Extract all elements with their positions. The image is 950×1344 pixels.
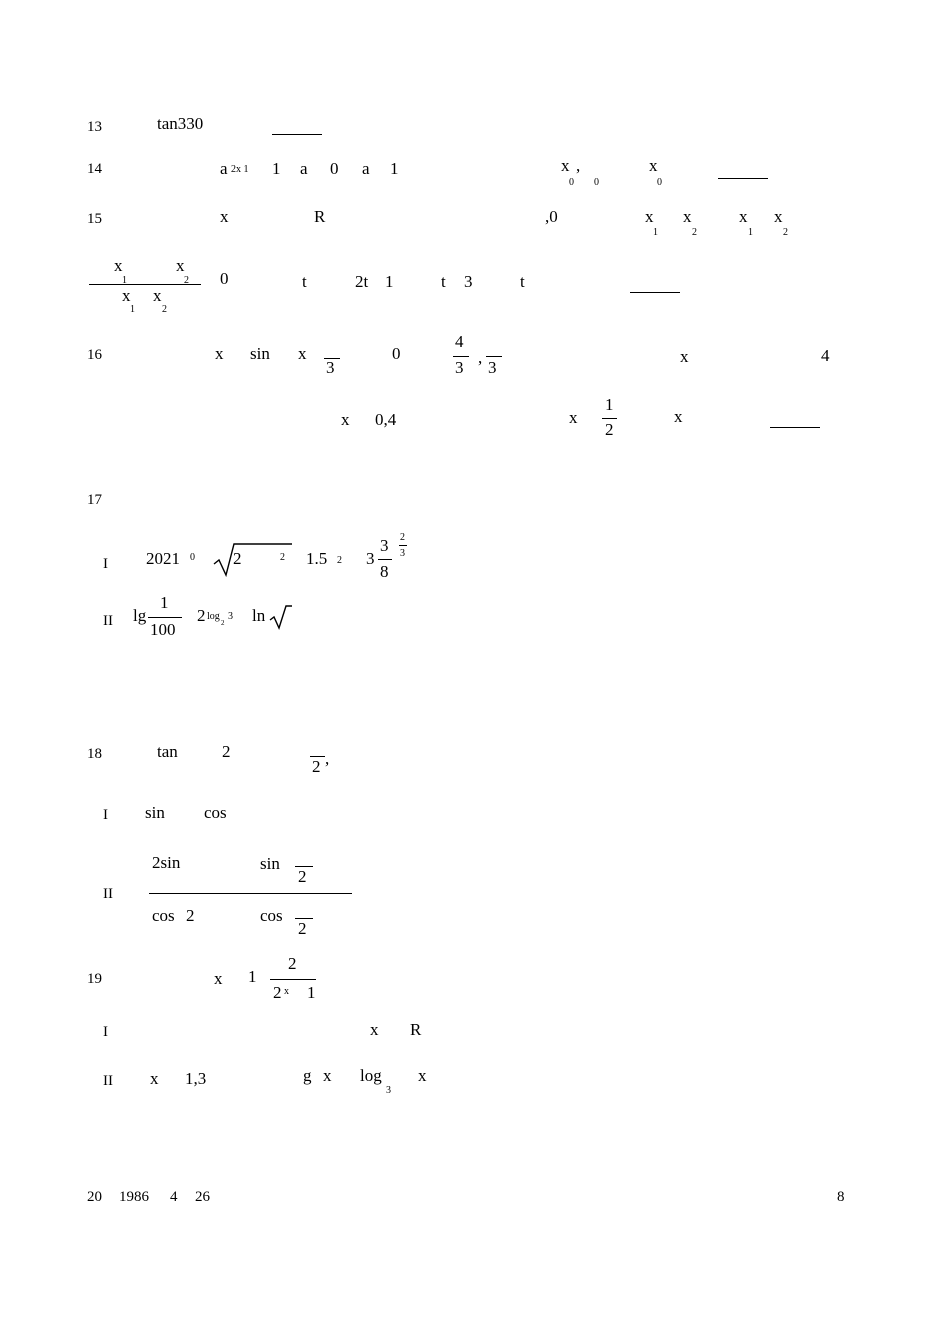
q19-part-II-label: II (103, 1073, 113, 1089)
q15-one: 1 (385, 272, 394, 291)
q19-part-I-label: I (103, 1024, 108, 1040)
q19-x: x (214, 969, 223, 988)
q15-den-s1: 1 (130, 304, 135, 315)
q16-d3: 3 (326, 358, 335, 377)
q18-comma: , (325, 749, 330, 768)
q14-sub0b: 0 (594, 177, 599, 188)
q17-d8: 8 (380, 562, 389, 581)
q16-n4: 4 (455, 332, 464, 351)
q14-answer-blank (718, 178, 768, 179)
q18-sin: sin (145, 803, 165, 822)
question-16-number: 16 (87, 347, 102, 363)
q19-p2-x3: x (418, 1066, 427, 1085)
q20-month: 4 (170, 1189, 178, 1205)
q15-zero: 0 (220, 269, 229, 288)
q15-answer-blank (630, 292, 680, 293)
q14-x0: x (561, 156, 570, 175)
q14-a3: a (362, 159, 370, 178)
q15-x: x (220, 207, 229, 226)
q17-frac-bar (378, 559, 392, 560)
q19-p2-x: x (150, 1069, 159, 1088)
question-20-number: 20 (87, 1189, 102, 1205)
q15-den-x1: x (122, 286, 131, 305)
q17-ln: ln (252, 606, 266, 625)
q18-den-2: 2 (186, 906, 195, 925)
question-19-number: 19 (87, 971, 102, 987)
q15-t1: t (302, 272, 307, 291)
q14-exponent: 2x 1 (231, 164, 249, 175)
q17-year: 2021 (146, 549, 180, 568)
q18-tan: tan (157, 742, 178, 761)
q16-x6: x (674, 407, 683, 426)
q15-t4: t (520, 272, 525, 291)
q19-p2-sub3: 3 (386, 1085, 391, 1096)
q16-half-bar (602, 418, 617, 419)
question-14-number: 14 (87, 161, 102, 177)
q16-x: x (215, 344, 224, 363)
q17-exp-n: 2 (400, 532, 405, 543)
q15-frac-x1: x (114, 256, 123, 275)
q15-frac-x2: x (176, 256, 185, 275)
q19-n2: 2 (288, 954, 297, 973)
q17-log-3: 3 (228, 611, 233, 622)
q19-p1-R: R (410, 1020, 422, 1039)
q14-one2: 1 (390, 159, 399, 178)
q15-interval: ,0 (545, 207, 558, 226)
q18-den-cos: cos (152, 906, 175, 925)
q15-2t: 2t (355, 272, 369, 291)
q16-x5: x (569, 408, 578, 427)
q15-den-x2: x (153, 286, 162, 305)
q20-points: 8 (837, 1189, 845, 1205)
q13-expression: tan330 (157, 114, 204, 133)
q17-exp-d: 3 (400, 548, 405, 559)
q14-one: 1 (272, 159, 281, 178)
q18-den-cos2: cos (260, 906, 283, 925)
q15-three: 3 (464, 272, 473, 291)
q19-dx: x (284, 986, 289, 997)
q15-t3: t (441, 272, 446, 291)
q15-frac-s2: 2 (184, 275, 189, 286)
q17-n3: 3 (380, 536, 389, 555)
q14-base-a: a (220, 159, 228, 178)
q18-den-d2: 2 (298, 919, 307, 938)
q18-part-I-label: I (103, 807, 108, 823)
q17-sup2: 2 (280, 552, 285, 563)
q19-p1-x: x (370, 1020, 379, 1039)
q17-d100: 100 (150, 620, 176, 639)
q17-frac-bar2 (148, 617, 182, 618)
q15-x1a: x (645, 207, 654, 226)
q17-sup0: 0 (190, 552, 195, 563)
q18-num-d2: 2 (298, 867, 307, 886)
q16-d3b: 3 (455, 358, 464, 377)
q17-v15: 1.5 (306, 549, 328, 568)
q16-frac-bar-c (486, 356, 502, 357)
q14-x0b: x (649, 156, 658, 175)
q15-fraction-bar (89, 284, 201, 285)
q15-x1b: x (739, 207, 748, 226)
q16-comma: , (478, 348, 483, 367)
q17-rad-2: 2 (233, 549, 242, 568)
q19-one: 1 (248, 967, 257, 986)
q14-sub0a: 0 (569, 177, 574, 188)
q18-part-II-label: II (103, 886, 113, 902)
q14-comma: , (576, 156, 581, 175)
q16-half-n: 1 (605, 395, 614, 414)
q18-num-sin: sin (260, 854, 280, 873)
q17-log: log (207, 611, 220, 622)
q17-n1: 1 (160, 593, 169, 612)
q20-day: 26 (195, 1189, 210, 1205)
q20-year: 1986 (119, 1189, 149, 1205)
q15-s2a: 2 (692, 227, 697, 238)
q17-part-II-label: II (103, 613, 113, 629)
q14-zero: 0 (330, 159, 339, 178)
q14-a2: a (300, 159, 308, 178)
q15-x2a: x (683, 207, 692, 226)
q18-num-2sin: 2sin (152, 853, 181, 872)
q19-p2-g: g (303, 1066, 312, 1085)
q16-four: 4 (821, 346, 830, 365)
q17-sub2: 2 (337, 555, 342, 566)
q18-d2: 2 (312, 757, 321, 776)
q14-sub0c: 0 (657, 177, 662, 188)
q17-lg: lg (133, 606, 147, 625)
q19-p2-range: 1,3 (185, 1069, 207, 1088)
q18-main-fraction-bar (149, 893, 352, 894)
q15-R: R (314, 207, 326, 226)
q16-x4: x (341, 410, 350, 429)
q15-frac-s1: 1 (122, 275, 127, 286)
q16-half-d: 2 (605, 420, 614, 439)
q19-frac-bar (270, 979, 316, 980)
question-15-number: 15 (87, 211, 102, 227)
q17-part-I-label: I (103, 556, 108, 572)
q16-zero: 0 (392, 344, 401, 363)
q16-range: 0,4 (375, 410, 397, 429)
question-17-number: 17 (87, 492, 102, 508)
q19-d2: 2 (273, 983, 282, 1002)
q16-answer-blank (770, 427, 820, 428)
q17-radical-sign-2 (268, 604, 294, 630)
q19-p2-log: log (360, 1066, 382, 1085)
q15-den-s2: 2 (162, 304, 167, 315)
q15-s1a: 1 (653, 227, 658, 238)
q17-exp-bar (399, 545, 407, 546)
q19-d1: 1 (307, 983, 316, 1002)
q17-log-sub2: 2 (221, 619, 225, 627)
q16-x2: x (298, 344, 307, 363)
q16-sin: sin (250, 344, 270, 363)
q19-p2-x2: x (323, 1066, 332, 1085)
q15-s2b: 2 (783, 227, 788, 238)
q16-x3: x (680, 347, 689, 366)
q16-frac-bar-b (453, 356, 469, 357)
question-18-number: 18 (87, 746, 102, 762)
q18-two: 2 (222, 742, 231, 761)
question-13-number: 13 (87, 119, 102, 135)
q16-d3c: 3 (488, 358, 497, 377)
q13-answer-blank (272, 134, 322, 135)
q18-cos: cos (204, 803, 227, 822)
q15-x2b: x (774, 207, 783, 226)
q15-s1b: 1 (748, 227, 753, 238)
q17-int3: 3 (366, 549, 375, 568)
q17-two: 2 (197, 606, 206, 625)
